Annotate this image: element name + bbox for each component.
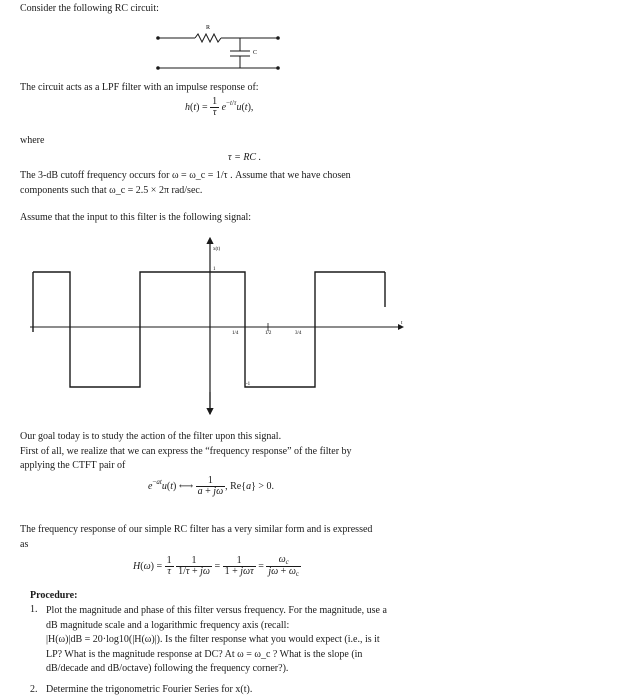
tick-label-neg-one: -1 [246, 382, 251, 387]
terminal-in-top [156, 36, 160, 40]
cutoff-line-1: The 3-dB cutoff frequency occurs for ω = ω_c = 1/τ . Assume that we have chosen [20, 170, 351, 181]
intro-text: Consider the following RC circuit: [20, 3, 159, 14]
terminal-out-top [276, 36, 280, 40]
item-1-line-3: |H(ω)|dB = 20·log10(|H(ω)|). Is the filter response what you would expect (i.e., is it [46, 634, 380, 645]
where-text: where [20, 135, 45, 146]
tick-label-pos-one: 1 [213, 267, 216, 272]
terminal-in-bottom [156, 66, 160, 70]
freq-resp-line-1: The frequency response of our simple RC filter has a very similar form and is expressed [20, 524, 373, 535]
assume-input-text: Assume that the input to this filter is the following signal: [20, 212, 252, 223]
resistor-label: R [205, 25, 211, 31]
lpf-text: The circuit acts as a LPF filter with an impulse response of: [20, 82, 259, 93]
t-axis-label: t [401, 321, 403, 326]
procedure-item-1-num: 1. [30, 604, 38, 615]
frequency-response-equation: H(ω) = $\frac{1}{\tau}$ $\frac{1}{1/\tau + j\omega}$ = $\frac{1}{\text{1 + jωτ}}$ = $\frac{\omega_c}{j\omega + \omega_c}$ [133, 554, 299, 578]
freq-resp-line-2: as [20, 539, 29, 550]
item-1-line-5: dB/decade and dB/octave) following the frequency corner?). [46, 663, 289, 674]
ctft-pair-equation: $e^{-at}u(t)$ ⟷ $\frac{1}{a + j\omega}$ , Re{a} > 0. [148, 475, 275, 497]
rc-circuit-diagram [150, 18, 290, 78]
tau-equation: τ = RC . [228, 152, 262, 163]
tick-label-half: 1/2 [265, 331, 272, 336]
item-2-line-1: Determine the trigonometric Fourier Series for x(t). [46, 684, 253, 695]
square-wave-signal [33, 272, 385, 387]
y-axis-label: x(t) [213, 247, 221, 252]
terminal-out-bottom [276, 66, 280, 70]
procedure-item-1 [30, 604, 38, 615]
resistor-symbol [195, 34, 221, 42]
item-1-line-2: dB magnitude scale and a logarithmic frequency axis (recall: [46, 619, 290, 631]
goal-text: Our goal today is to study the action of the filter upon this signal. [20, 431, 282, 442]
procedure-item-2 [30, 684, 38, 695]
tick-label-three-quarter: 3/4 [295, 331, 302, 336]
first-line-1: First of all, we realize that we can express the “frequency response” of the filter by [20, 446, 352, 457]
first-line-2: applying the CTFT pair of [20, 460, 126, 471]
capacitor-label: C [253, 50, 258, 56]
square-wave-plot [25, 232, 415, 417]
item-1-line-4: LP? What is the magnitude response at DC? At ω = ω_c ? What is the slope (in [46, 648, 363, 660]
tick-label-quarter: 1/4 [232, 331, 239, 336]
cutoff-line-2: components such that ω_c = 2.5 × 2π rad/sec. [20, 185, 203, 196]
procedure-item-2-num: 2. [30, 684, 38, 695]
procedure-item-1-text [46, 604, 387, 677]
item-1-line-1: Plot the magnitude and phase of this filter versus frequency. For the magnitude, use a [46, 605, 387, 616]
procedure-heading: Procedure: [30, 590, 78, 601]
impulse-response-equation: h(t) = $\frac{1}{\tau}$ $e^{-t/\tau}u(t)$, [185, 96, 254, 118]
